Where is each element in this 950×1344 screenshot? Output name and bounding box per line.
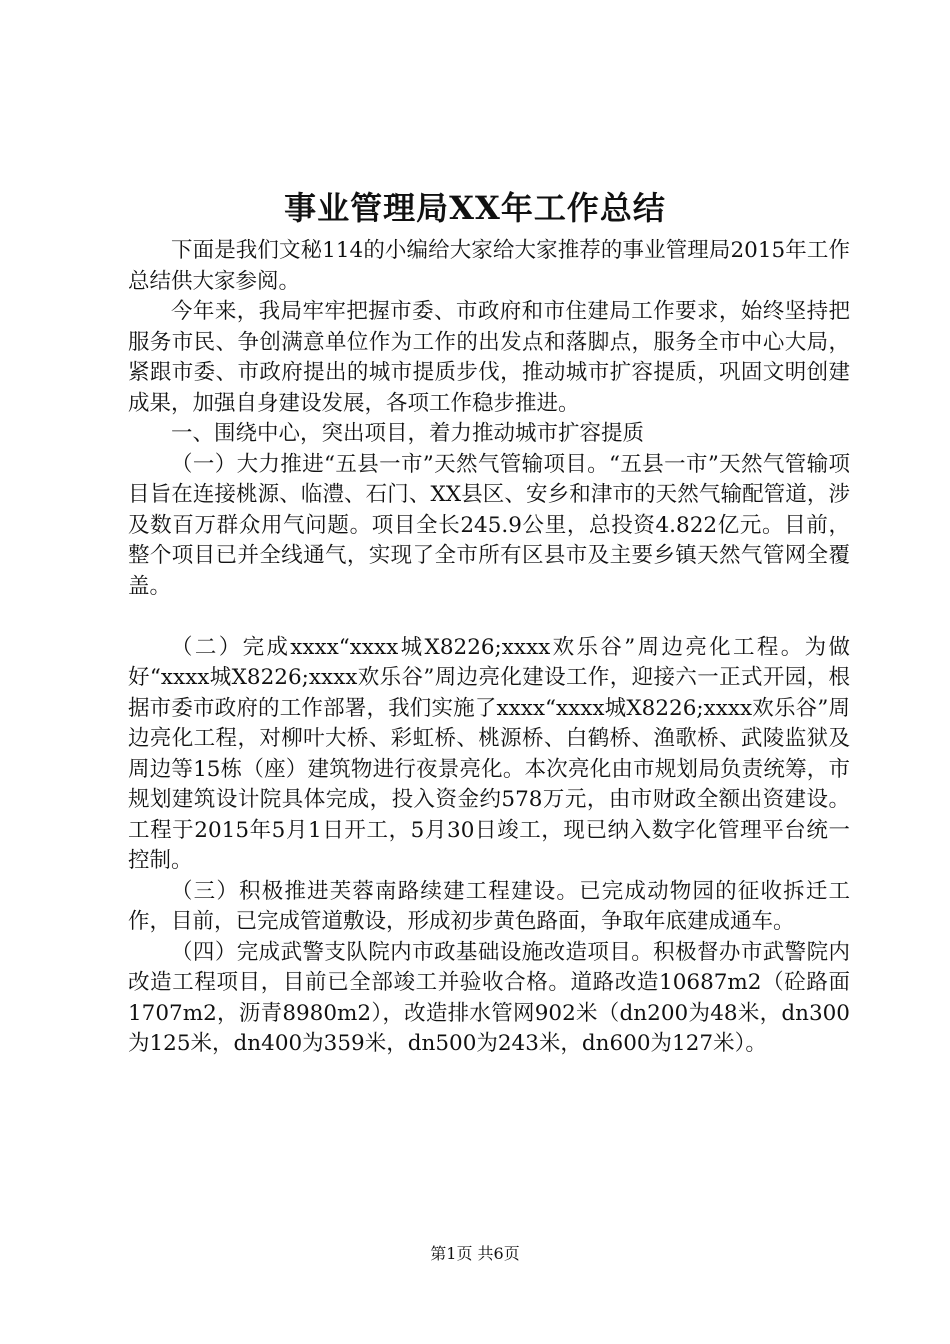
- document-body: [128, 236, 850, 1060]
- paragraph-item-3: （三）积极推进芙蓉南路续建工程建设。已完成动物园的征收拆迁工作，目前，已完成管道敷设，形成初步黄色路面，争取年底建成通车。: [128, 878, 850, 934]
- paragraph-intro: 下面是我们文秘114的小编给大家给大家推荐的事业管理局2015年工作总结供大家参阅。: [128, 238, 850, 294]
- page-number: 第1页 共6页: [430, 1244, 520, 1263]
- section-heading-1: 一、围绕中心，突出项目，着力推动城市扩容提质: [171, 421, 645, 446]
- paragraph-item-1: （一）大力推进“五县一市”天然气管输项目。“五县一市”天然气管输项目旨在连接桃源、临澧、石门、XX县区、安乡和津市的天然气输配管道，涉及数百万群众用气问题。项目全长245.9公里，总投资4.822亿元。目前，整个项目已并全线通气，实现了全市所有区县市及主要乡镇天然气管网全覆盖。: [128, 451, 850, 599]
- paragraph-item-4: （四）完成武警支队院内市政基础设施改造项目。积极督办市武警院内改造工程项目，目前已全部竣工并验收合格。道路改造10687m2（砼路面1707m2，沥青8980m2），改造排水管网902米（dn200为48米，dn300为125米，dn400为359米，dn500为243米，dn600为127米）。: [128, 939, 850, 1056]
- paragraph-overview: 今年来，我局牢牢把握市委、市政府和市住建局工作要求，始终坚持把服务市民、争创满意单位作为工作的出发点和落脚点，服务全市中心大局，紧跟市委、市政府提出的城市提质步伐，推动城市扩容提质，巩固文明创建成果，加强自身建设发展，各项工作稳步推进。: [128, 299, 850, 416]
- paragraph-item-2: （二）完成xxxx“xxxx城X8226;xxxx欢乐谷”周边亮化工程。为做好“xxxx城X8226;xxxx欢乐谷”周边亮化建设工作，迎接六一正式开园，根据市委市政府的工作部署，我们实施了xxxx“xxxx城X8226;xxxx欢乐谷”周边亮化工程，对柳叶大桥、彩虹桥、桃源桥、白鹤桥、渔歌桥、武陵监狱及周边等15栋（座）建筑物进行夜景亮化。本次亮化由市规划局负责统筹，市规划建筑设计院具体完成，投入资金约578万元，由市财政全额出资建设。工程于2015年5月1日开工，5月30日竣工，现已纳入数字化管理平台统一控制。: [128, 634, 850, 873]
- document-title: 事业管理局XX年工作总结: [284, 189, 666, 227]
